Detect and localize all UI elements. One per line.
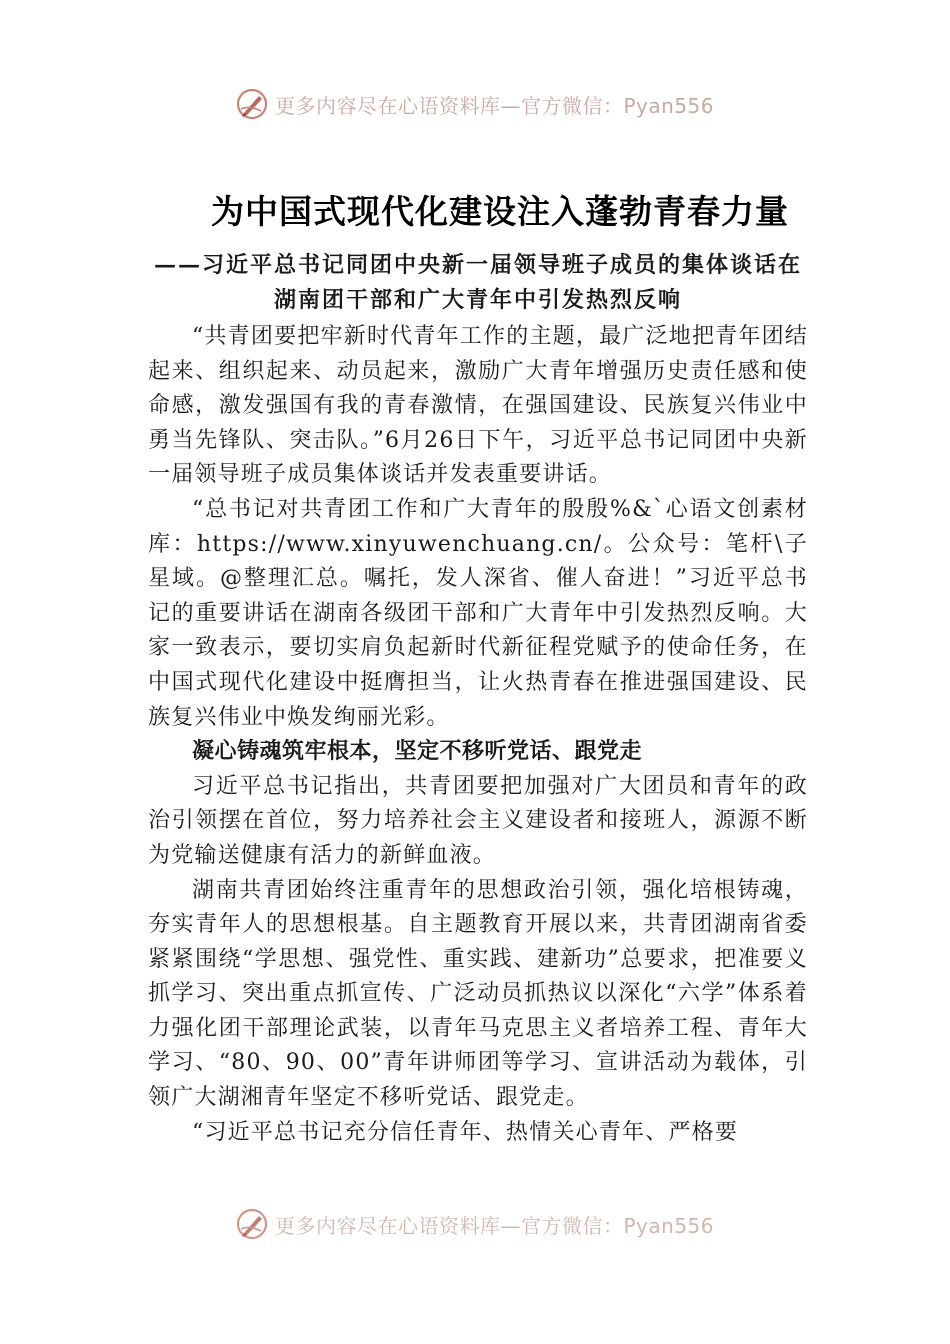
watermark-header [235,84,714,124]
pen-logo-icon [235,87,269,121]
article-subtitle: ——习近平总书记同团中央新一届领导班子成员的集体谈话在湖南团干部和广大青年中引发热烈反响 [153,252,802,313]
paragraph: 湖南共青团始终注重青年的思想政治引领，强化培根铸魂，夯实青年人的思想根基。自主题教育开展以来，共青团湖南省委紧紧围绕“学思想、强党性、重实践、建新功”总要求，把准要义抓学习、突出重点抓宣传、广泛动员抓热议以深化“六学”体系着力强化团干部理论武装，以青年马克思主义者培养工程、青年大学习、“80、90、00”青年讲师团等学习、宣讲活动为载体，引领广大湖湘青年坚定不移听党话、跟党走。 [148,877,808,1111]
article-body [148,320,808,1150]
paragraph: 习近平总书记指出，共青团要把加强对广大团员和青年的政治引领摆在首位，努力培养社会主义建设者和接班人，源源不断为党输送健康有活力的新鲜血液。 [148,773,808,868]
paragraph: “总书记对共青团工作和广大青年的殷殷%&`心语文创素材库：https://www.xinyuwenchuang.cn/。公众号：笔杆\子星域。@整理汇总。嘱托，发人深省、催人奋进！”习近平总书记的重要讲话在湖南各级团干部和广大青年中引发热烈反响。大家一致表示，要切实肩负起新时代新征程党赋予的使命任务，在中国式现代化建设中挺膺担当，让火热青春在推进强国建设、民族复兴伟业中焕发绚丽光彩。 [148,496,808,730]
watermark-text: 更多内容尽在心语资料库—官方微信：Pyan556 [275,1213,715,1238]
pen-logo-icon [235,1207,269,1241]
watermark-footer [235,1204,714,1244]
paragraph: “习近平总书记充分信任青年、热情关心青年、严格要 [192,1119,739,1145]
paragraph: “共青团要把牢新时代青年工作的主题，最广泛地把青年团结起来、组织起来、动员起来，激励广大青年增强历史责任感和使命感，激发强国有我的青春激情，在强国建设、民族复兴伟业中勇当先锋队、突击队。”6月26日下午，习近平总书记同团中央新一届领导班子成员集体谈话并发表重要讲话。 [148,324,808,488]
article-title: 为中国式现代化建设注入蓬勃青春力量 [211,192,789,231]
section-heading: 凝心铸魂筑牢根本，坚定不移听党话、跟党走 [192,739,643,765]
watermark-text: 更多内容尽在心语资料库—官方微信：Pyan556 [275,93,715,118]
